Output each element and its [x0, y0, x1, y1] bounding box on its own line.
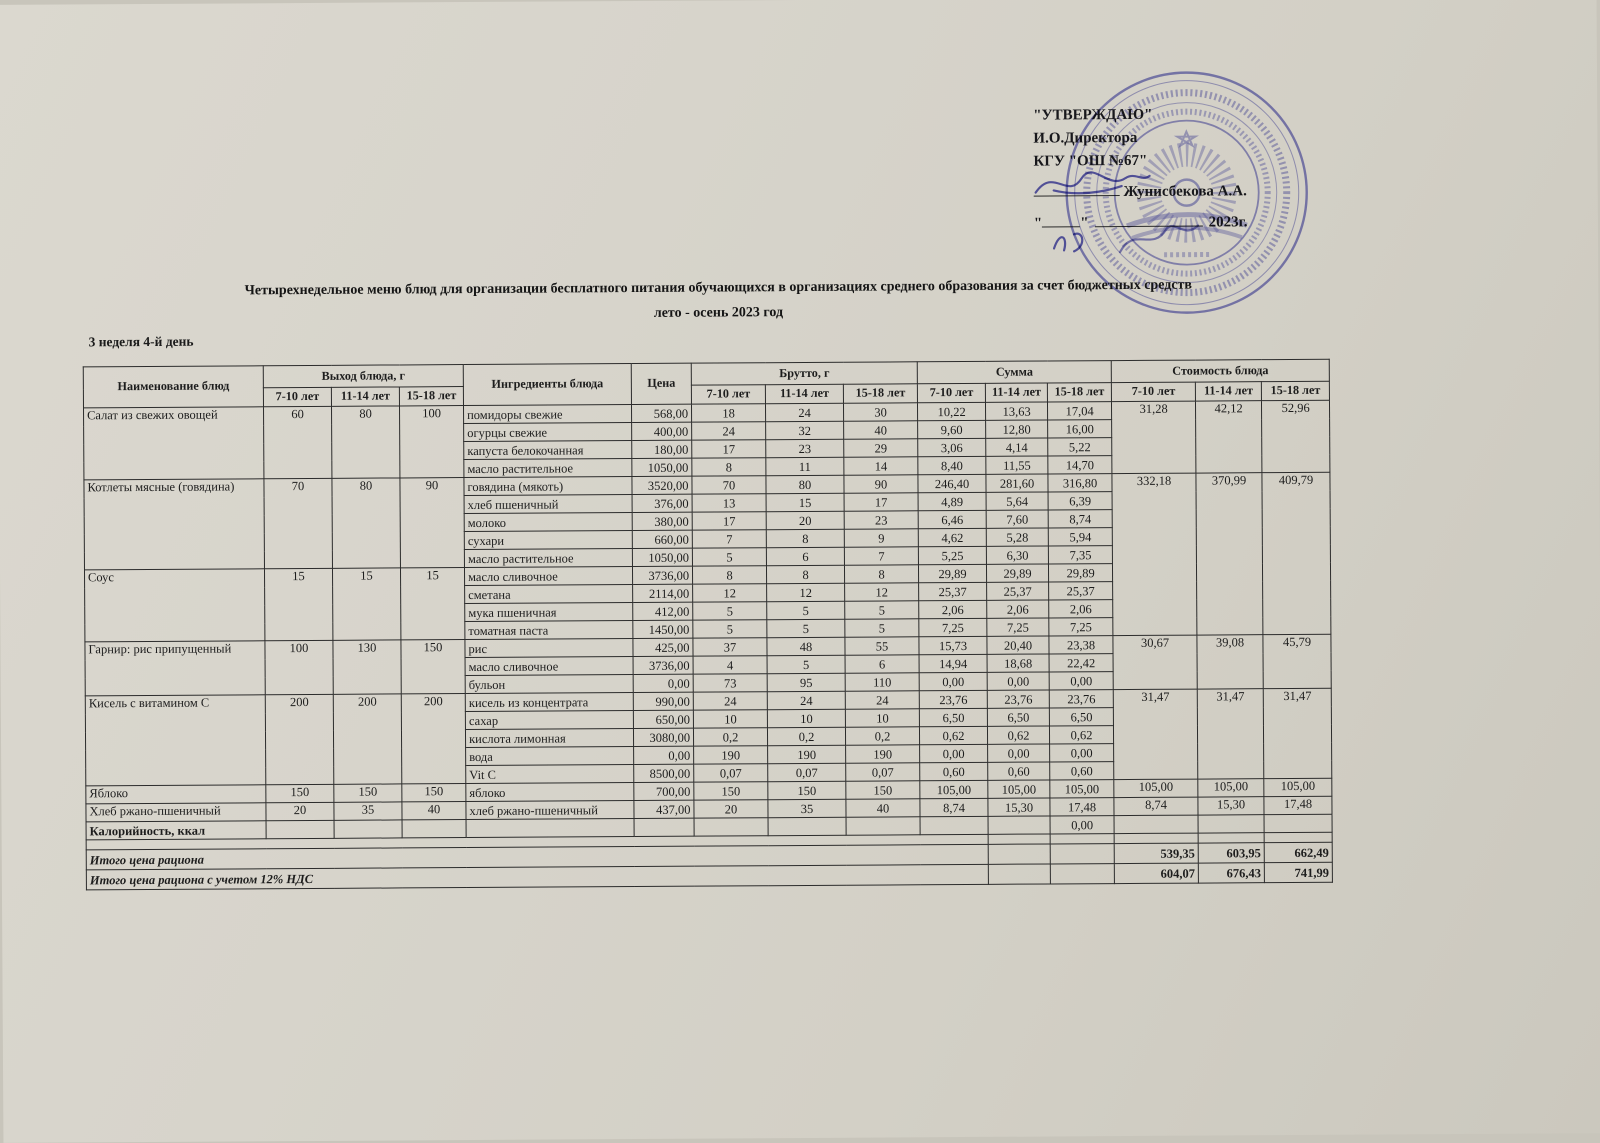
quote-open: " — [1033, 215, 1043, 232]
kcal-label-cell: Калорийность, ккал — [86, 821, 266, 840]
sum-cell: 15,73 — [919, 636, 987, 654]
brutto-cell: 24 — [693, 692, 767, 710]
sum-cell: 0,00 — [987, 672, 1049, 690]
ingredient-cell: томатная паста — [465, 621, 633, 640]
col-header-brutto: Брутто, г — [691, 362, 917, 385]
brutto-cell: 15 — [766, 493, 844, 511]
brutto-cell: 80 — [766, 475, 844, 493]
brutto-cell: 23 — [844, 511, 918, 529]
sum-cell: 8,74 — [1048, 510, 1112, 528]
sum-cell: 0,00 — [919, 672, 987, 690]
brutto-cell: 5 — [692, 548, 766, 566]
sum-cell: 246,40 — [918, 474, 986, 492]
sum-cell: 25,37 — [919, 582, 987, 600]
price-cell: 437,00 — [634, 800, 694, 818]
output-cell: 200 — [265, 694, 334, 784]
output-cell — [334, 820, 402, 838]
price-cell: 412,00 — [633, 602, 693, 620]
brutto-cell: 5 — [693, 620, 767, 638]
totals-label-cell: Итого цена рациона с учетом 12% НДС — [86, 864, 988, 890]
sum-cell — [1050, 864, 1114, 884]
age-group-header: 15-18 лет — [1261, 381, 1329, 400]
cost-cell: 31,28 — [1112, 401, 1196, 474]
brutto-cell — [768, 817, 846, 835]
sum-cell: 10,22 — [918, 402, 986, 420]
brutto-cell: 9 — [844, 529, 918, 547]
brutto-cell: 190 — [694, 746, 768, 764]
brutto-cell: 90 — [844, 475, 918, 493]
week-day-subtitle: 3 неделя 4-й день — [88, 333, 194, 350]
brutto-cell: 11 — [766, 457, 844, 475]
brutto-cell: 8 — [845, 565, 919, 583]
sum-cell: 16,00 — [1048, 420, 1112, 438]
sum-cell: 0,62 — [1050, 726, 1114, 744]
brutto-cell: 5 — [767, 619, 845, 637]
brutto-cell: 35 — [768, 799, 846, 817]
output-cell: 15 — [400, 568, 464, 640]
sum-cell: 0,00 — [920, 744, 988, 762]
price-cell: 1050,00 — [632, 548, 692, 566]
price-cell: 380,00 — [632, 512, 692, 530]
sum-cell: 6,39 — [1048, 492, 1112, 510]
brutto-cell: 14 — [844, 457, 918, 475]
ingredient-cell: вода — [466, 747, 634, 766]
sum-cell: 0,00 — [1049, 672, 1113, 690]
dish-name-cell: Соус — [84, 569, 264, 642]
brutto-cell: 6 — [845, 655, 919, 673]
sum-cell: 105,00 — [920, 780, 988, 798]
age-group-header: 11-14 лет — [765, 384, 843, 403]
brutto-cell: 8 — [767, 565, 845, 583]
price-cell: 3736,00 — [633, 566, 693, 584]
cost-cell — [1198, 815, 1264, 833]
brutto-cell: 7 — [692, 530, 766, 548]
col-header-dish: Наименование блюд — [83, 366, 263, 408]
sum-cell: 5,22 — [1048, 438, 1112, 456]
sum-cell: 29,89 — [987, 564, 1049, 582]
brutto-cell: 0,2 — [845, 727, 919, 745]
title-line2: лето - осень 2023 год — [653, 305, 784, 321]
output-cell: 70 — [264, 478, 333, 568]
sum-cell: 5,64 — [986, 492, 1048, 510]
sum-cell: 3,06 — [918, 438, 986, 456]
brutto-cell: 40 — [844, 421, 918, 439]
sum-cell: 105,00 — [988, 780, 1050, 798]
ingredient-cell: капуста белокочанная — [464, 441, 632, 460]
title-line1: Четырехнедельное меню блюд для организации бесплатного питания обучающихся в организациях среднего образования за счет бюджетных средств — [244, 277, 1193, 299]
sum-cell: 7,25 — [919, 618, 987, 636]
output-cell: 40 — [402, 802, 466, 820]
spacer-cell — [1198, 833, 1264, 843]
sum-cell: 0,60 — [920, 762, 988, 780]
age-group-header: 15-18 лет — [1047, 383, 1111, 402]
output-cell: 150 — [266, 784, 334, 802]
brutto-cell: 10 — [845, 709, 919, 727]
director-label: И.О.Директора — [1033, 129, 1138, 147]
sum-cell: 7,25 — [1049, 618, 1113, 636]
col-header-output: Выход блюда, г — [263, 365, 463, 388]
brutto-cell: 17 — [692, 512, 766, 530]
sum-cell: 14,70 — [1048, 456, 1112, 474]
ingredient-cell: рис — [465, 639, 633, 658]
cost-cell — [1114, 815, 1198, 834]
school-label: КГУ "ОШ №67" — [1033, 152, 1148, 170]
sum-cell: 2,06 — [1049, 600, 1113, 618]
dish-name-cell: Салат из свежих овощей — [84, 407, 264, 480]
sum-cell: 15,30 — [988, 798, 1050, 816]
ingredient-cell: бульон — [465, 675, 633, 694]
output-cell: 100 — [265, 640, 333, 694]
price-cell: 425,00 — [633, 638, 693, 656]
brutto-cell: 150 — [694, 782, 768, 800]
sum-cell: 5,25 — [918, 546, 986, 564]
menu-table — [83, 359, 1333, 891]
sum-cell: 7,25 — [987, 618, 1049, 636]
price-cell: 568,00 — [632, 404, 692, 422]
age-group-header: 11-14 лет — [1195, 382, 1261, 401]
ingredient-cell: сметана — [465, 585, 633, 604]
brutto-cell: 24 — [692, 422, 766, 440]
ingredient-cell: хлеб пшеничный — [464, 495, 632, 514]
brutto-cell: 8 — [766, 529, 844, 547]
sum-cell: 14,94 — [919, 654, 987, 672]
sum-cell: 23,38 — [1049, 636, 1113, 654]
month-blank — [1094, 212, 1202, 228]
dish-name-cell: Гарнир: рис припущенный — [85, 641, 265, 696]
brutto-cell: 190 — [768, 745, 846, 763]
quote-close: " — [1080, 215, 1089, 232]
ingredient-cell: масло сливочное — [465, 657, 633, 676]
age-group-header: 11-14 лет — [985, 383, 1047, 402]
price-cell: 3080,00 — [634, 728, 694, 746]
cost-cell: 370,99 — [1196, 473, 1263, 635]
ingredient-cell: молоко — [464, 513, 632, 532]
sum-cell: 0,00 — [1050, 816, 1114, 834]
brutto-cell: 24 — [766, 403, 844, 421]
output-cell: 150 — [402, 784, 466, 802]
sum-cell: 23,76 — [919, 690, 987, 708]
brutto-cell: 24 — [767, 691, 845, 709]
sum-cell: 0,00 — [1050, 744, 1114, 762]
price-cell: 700,00 — [634, 782, 694, 800]
sum-cell: 8,74 — [920, 798, 988, 816]
output-cell: 90 — [400, 478, 465, 568]
brutto-cell: 29 — [844, 439, 918, 457]
signature-name: Жунисбекова А.А. — [1123, 183, 1247, 201]
cost-cell: 39,08 — [1197, 635, 1263, 689]
cost-cell: 409,79 — [1262, 472, 1331, 634]
price-cell: 180,00 — [632, 440, 692, 458]
totals-value-cell: 603,95 — [1198, 843, 1264, 863]
age-group-header: 15-18 лет — [843, 384, 917, 403]
brutto-cell: 73 — [693, 674, 767, 692]
price-cell: 2114,00 — [633, 584, 693, 602]
sum-cell: 8,40 — [918, 456, 986, 474]
price-cell: 650,00 — [633, 710, 693, 728]
age-group-header: 7-10 лет — [263, 387, 331, 406]
col-header-price: Цена — [631, 363, 691, 404]
year-label: 2023г. — [1208, 214, 1248, 231]
ingredient-cell: Vit C — [466, 765, 634, 784]
dish-name-cell: Кисель с витамином С — [85, 695, 266, 786]
sum-cell: 11,55 — [986, 456, 1048, 474]
sum-cell — [988, 844, 1050, 864]
brutto-cell: 4 — [693, 656, 767, 674]
output-cell: 15 — [264, 568, 332, 640]
brutto-cell: 55 — [845, 637, 919, 655]
brutto-cell: 0,2 — [694, 728, 768, 746]
brutto-cell: 5 — [767, 655, 845, 673]
brutto-cell: 23 — [766, 439, 844, 457]
price-cell: 3520,00 — [632, 476, 692, 494]
brutto-cell: 5 — [845, 619, 919, 637]
day-blank — [1042, 212, 1080, 227]
sum-cell: 4,89 — [918, 492, 986, 510]
ingredient-cell: сухари — [464, 531, 632, 550]
cost-cell: 30,67 — [1113, 635, 1197, 690]
output-cell: 200 — [401, 694, 466, 784]
sum-cell: 0,62 — [988, 726, 1050, 744]
output-cell: 80 — [332, 478, 401, 568]
totals-value-cell: 604,07 — [1114, 863, 1198, 884]
col-header-sum: Сумма — [917, 361, 1111, 384]
sum-cell: 2,06 — [919, 600, 987, 618]
output-cell: 20 — [266, 802, 334, 820]
col-header-ingredients: Ингредиенты блюда — [463, 364, 631, 406]
sum-cell: 0,60 — [1050, 762, 1114, 780]
sum-cell: 6,50 — [919, 708, 987, 726]
ingredient-cell: огурцы свежие — [464, 423, 632, 442]
age-group-header: 15-18 лет — [399, 387, 463, 406]
ingredient-cell: говядина (мякоть) — [464, 477, 632, 496]
totals-value-cell: 662,49 — [1264, 842, 1332, 862]
output-cell: 150 — [401, 640, 465, 694]
cost-cell: 52,96 — [1262, 400, 1330, 472]
brutto-cell: 150 — [768, 781, 846, 799]
brutto-cell: 12 — [693, 584, 767, 602]
sum-cell: 5,94 — [1048, 528, 1112, 546]
price-cell: 1450,00 — [633, 620, 693, 638]
brutto-cell: 20 — [766, 511, 844, 529]
age-group-header: 7-10 лет — [917, 383, 985, 402]
brutto-cell — [694, 818, 768, 836]
sum-cell: 4,14 — [986, 438, 1048, 456]
brutto-cell: 5 — [845, 601, 919, 619]
sum-cell: 2,06 — [987, 600, 1049, 618]
brutto-cell: 24 — [845, 691, 919, 709]
ingredient-cell: кислота лимонная — [466, 729, 634, 748]
approval-block — [1033, 103, 1354, 236]
sum-cell: 6,50 — [1049, 708, 1113, 726]
sum-cell: 29,89 — [1049, 564, 1113, 582]
output-cell: 80 — [331, 406, 399, 478]
brutto-cell: 48 — [767, 637, 845, 655]
sum-cell: 29,89 — [919, 564, 987, 582]
ingredient-cell: сахар — [465, 711, 633, 730]
cost-cell: 15,30 — [1198, 797, 1264, 815]
cost-cell: 42,12 — [1196, 401, 1262, 473]
price-cell: 990,00 — [633, 692, 693, 710]
totals-value-cell: 539,35 — [1114, 843, 1198, 864]
ingredient-cell: яблоко — [466, 783, 634, 802]
sum-cell: 281,60 — [986, 474, 1048, 492]
spacer-cell — [988, 834, 1050, 844]
totals-label-cell: Итого цена рациона — [86, 844, 988, 870]
document-title — [48, 276, 1388, 325]
ingredient-cell: помидоры свежие — [464, 405, 632, 424]
brutto-cell: 12 — [845, 583, 919, 601]
age-group-header: 7-10 лет — [691, 385, 765, 404]
price-cell: 400,00 — [632, 422, 692, 440]
sum-cell: 9,60 — [918, 420, 986, 438]
sum-cell: 6,46 — [918, 510, 986, 528]
cost-cell: 105,00 — [1264, 778, 1332, 796]
cost-cell: 31,47 — [1263, 688, 1332, 778]
brutto-cell — [846, 817, 920, 835]
ingredient-cell: кисель из концентрата — [465, 693, 633, 712]
cost-cell: 8,74 — [1114, 797, 1198, 816]
dish-name-cell: Хлеб ржано-пшеничный — [86, 803, 266, 822]
totals-value-cell: 676,43 — [1198, 863, 1264, 883]
sum-cell: 7,60 — [986, 510, 1048, 528]
sum-cell: 6,30 — [986, 546, 1048, 564]
totals-value-cell: 741,99 — [1264, 862, 1332, 882]
brutto-cell: 0,07 — [768, 763, 846, 781]
brutto-cell: 40 — [846, 799, 920, 817]
cost-cell: 31,47 — [1113, 689, 1198, 780]
dish-name-cell: Котлеты мясные (говядина) — [84, 479, 265, 570]
age-group-header: 11-14 лет — [331, 387, 399, 406]
signature-blank — [1034, 181, 1120, 197]
brutto-cell: 12 — [767, 583, 845, 601]
sum-cell: 23,76 — [987, 690, 1049, 708]
sum-cell: 17,48 — [1050, 798, 1114, 816]
price-cell — [634, 818, 694, 836]
spacer-cell — [1264, 832, 1332, 842]
output-cell: 15 — [332, 568, 400, 640]
output-cell: 130 — [333, 640, 401, 694]
brutto-cell: 17 — [692, 440, 766, 458]
sum-cell: 12,80 — [986, 420, 1048, 438]
dish-name-cell: Яблоко — [86, 785, 266, 804]
age-group-header: 7-10 лет — [1111, 382, 1195, 402]
sum-cell — [988, 816, 1050, 834]
cost-cell: 17,48 — [1264, 796, 1332, 814]
sum-cell: 4,62 — [918, 528, 986, 546]
spacer-cell — [1050, 834, 1114, 844]
sum-cell: 7,35 — [1048, 546, 1112, 564]
sum-cell: 316,80 — [1048, 474, 1112, 492]
ingredient-cell: мука пшеничная — [465, 603, 633, 622]
brutto-cell: 70 — [692, 476, 766, 494]
price-cell: 0,00 — [633, 674, 693, 692]
sum-cell: 17,04 — [1048, 402, 1112, 420]
brutto-cell: 5 — [767, 601, 845, 619]
brutto-cell: 6 — [766, 547, 844, 565]
sum-cell: 0,62 — [920, 726, 988, 744]
cost-cell: 105,00 — [1114, 779, 1198, 798]
brutto-cell: 0,07 — [846, 763, 920, 781]
sum-cell: 23,76 — [1049, 690, 1113, 708]
brutto-cell: 37 — [693, 638, 767, 656]
output-cell: 35 — [334, 802, 402, 820]
brutto-cell: 10 — [767, 709, 845, 727]
cost-cell — [1264, 814, 1332, 832]
price-cell: 1050,00 — [632, 458, 692, 476]
cost-cell: 332,18 — [1112, 473, 1197, 636]
sum-cell: 105,00 — [1050, 780, 1114, 798]
brutto-cell: 17 — [844, 493, 918, 511]
sum-cell — [920, 816, 988, 834]
sum-cell: 25,37 — [987, 582, 1049, 600]
brutto-cell: 5 — [693, 602, 767, 620]
signature-line — [1034, 180, 1354, 205]
brutto-cell: 0,07 — [694, 764, 768, 782]
brutto-cell: 8 — [693, 566, 767, 584]
ingredient-cell — [466, 819, 634, 838]
cost-cell: 31,47 — [1197, 689, 1264, 779]
sum-cell: 18,68 — [987, 654, 1049, 672]
sum-cell: 13,63 — [986, 402, 1048, 420]
output-cell: 200 — [333, 694, 402, 784]
brutto-cell: 0,2 — [768, 727, 846, 745]
cost-cell: 105,00 — [1198, 779, 1264, 797]
brutto-cell: 32 — [766, 421, 844, 439]
brutto-cell: 190 — [846, 745, 920, 763]
brutto-cell: 150 — [846, 781, 920, 799]
sum-cell: 6,50 — [987, 708, 1049, 726]
sum-cell — [1050, 844, 1114, 864]
sum-cell: 0,60 — [988, 762, 1050, 780]
brutto-cell: 7 — [844, 547, 918, 565]
date-line — [1034, 211, 1354, 236]
price-cell: 8500,00 — [634, 764, 694, 782]
spacer-cell — [1114, 833, 1198, 844]
sum-cell — [988, 864, 1050, 884]
output-cell — [402, 820, 466, 838]
approve-label: "УТВЕРЖДАЮ" — [1033, 106, 1153, 124]
cost-cell: 45,79 — [1263, 634, 1331, 688]
brutto-cell: 110 — [845, 673, 919, 691]
ingredient-cell: масло сливочное — [465, 567, 633, 586]
brutto-cell: 18 — [692, 404, 766, 422]
sum-cell: 0,00 — [988, 744, 1050, 762]
ingredient-cell: хлеб ржано-пшеничный — [466, 801, 634, 820]
price-cell: 0,00 — [634, 746, 694, 764]
sum-cell: 25,37 — [1049, 582, 1113, 600]
price-cell: 660,00 — [632, 530, 692, 548]
brutto-cell: 13 — [692, 494, 766, 512]
col-header-cost: Стоимость блюда — [1111, 359, 1329, 382]
sum-cell: 5,28 — [986, 528, 1048, 546]
sum-cell: 22,42 — [1049, 654, 1113, 672]
sum-cell: 20,40 — [987, 636, 1049, 654]
brutto-cell: 10 — [693, 710, 767, 728]
price-cell: 376,00 — [632, 494, 692, 512]
brutto-cell: 30 — [844, 403, 918, 421]
ingredient-cell: масло растительное — [464, 459, 632, 478]
brutto-cell: 95 — [767, 673, 845, 691]
ingredient-cell: масло растительное — [464, 549, 632, 568]
output-cell: 100 — [399, 406, 463, 478]
output-cell: 150 — [334, 784, 402, 802]
price-cell: 3736,00 — [633, 656, 693, 674]
brutto-cell: 20 — [694, 800, 768, 818]
output-cell — [266, 820, 334, 838]
brutto-cell: 8 — [692, 458, 766, 476]
output-cell: 60 — [263, 406, 331, 478]
